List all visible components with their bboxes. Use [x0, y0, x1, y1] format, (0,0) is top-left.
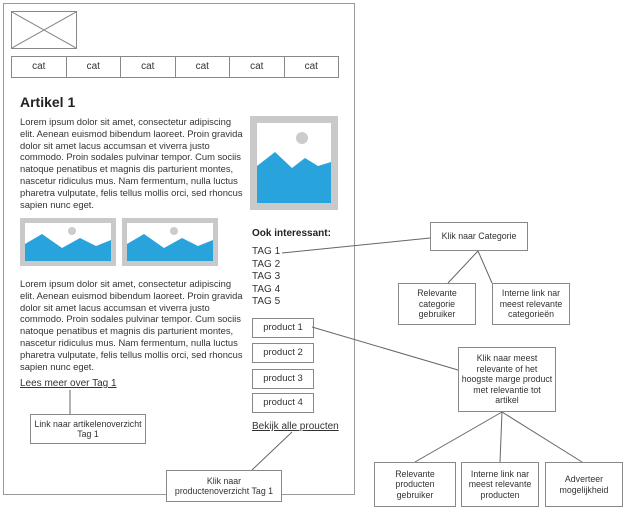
read-more-link[interactable]: Lees meer over Tag 1: [20, 378, 117, 389]
nav-cat[interactable]: cat: [176, 57, 231, 77]
product-button[interactable]: product 3: [252, 369, 314, 389]
tag-link[interactable]: TAG 4: [252, 283, 281, 295]
note-product-click: Klik naar meest relevante of het hoogste marge product met relevantie tot artikel: [458, 347, 556, 412]
product-button[interactable]: product 4: [252, 393, 314, 413]
note-advertising: Adverteer mogelijkheid: [545, 462, 623, 507]
tag-link[interactable]: TAG 3: [252, 271, 281, 283]
nav-cat[interactable]: cat: [230, 57, 285, 77]
product-button[interactable]: product 1: [252, 318, 314, 338]
article-paragraph-1: Lorem ipsum dolor sit amet, consectetur adipiscing elit. Aenean euismod bibendum laoreet. Proin gravida dolor sit amet lacus accumsan et viverra justo commodo. Proin sodales pulvinar tempor. Cum sociis natoque penatibus et magnis dis parturient montes, nascetur ridiculus mus. Nam fermentum, nulla luctus pharetra vulputate, felis tellus mollis orci, sed rhoncus sapien nunc eget.: [20, 116, 243, 210]
note-relevant-category: Relevante categorie gebruiker: [398, 283, 476, 325]
note-internal-link-products: Interne link nar meest relevante producten: [461, 462, 539, 507]
note-relevant-products: Relevante producten gebruiker: [374, 462, 456, 507]
tag-link[interactable]: TAG 5: [252, 296, 281, 308]
article-title: Artikel 1: [20, 94, 76, 110]
note-category-click: Klik naar Categorie: [430, 222, 528, 251]
tag-link[interactable]: TAG 2: [252, 258, 281, 270]
note-article-overview-link: Link naar artikelenoverzicht Tag 1: [30, 414, 146, 444]
product-button[interactable]: product 2: [252, 343, 314, 363]
all-products-link[interactable]: Bekijk alle proucten: [252, 421, 339, 432]
article-paragraph-2: Lorem ipsum dolor sit amet, consectetur adipiscing elit. Aenean euismod bibendum laoreet. Proin gravida dolor sit amet lacus accumsan et viverra justo commodo. Proin sodales pulvinar tempor. Cum sociis natoque penatibus et magnis dis parturient montes, nascetur ridiculus mus. Nam fermentum, nulla luctus pharetra vulputate, felis tellus mollis orci, sed rhoncus sapien nunc eget.: [20, 278, 243, 372]
related-heading: Ook interessant:: [252, 228, 331, 239]
nav-cat[interactable]: cat: [67, 57, 122, 77]
note-internal-link-category: Interne link nar meest relevante categorieën: [492, 283, 570, 325]
nav-cat[interactable]: cat: [12, 57, 67, 77]
nav-cat[interactable]: cat: [304, 61, 318, 72]
tag-link[interactable]: TAG 1: [252, 246, 281, 257]
note-product-overview-link: Klik naar productenoverzicht Tag 1: [166, 470, 282, 502]
nav-cat[interactable]: cat: [121, 57, 176, 77]
